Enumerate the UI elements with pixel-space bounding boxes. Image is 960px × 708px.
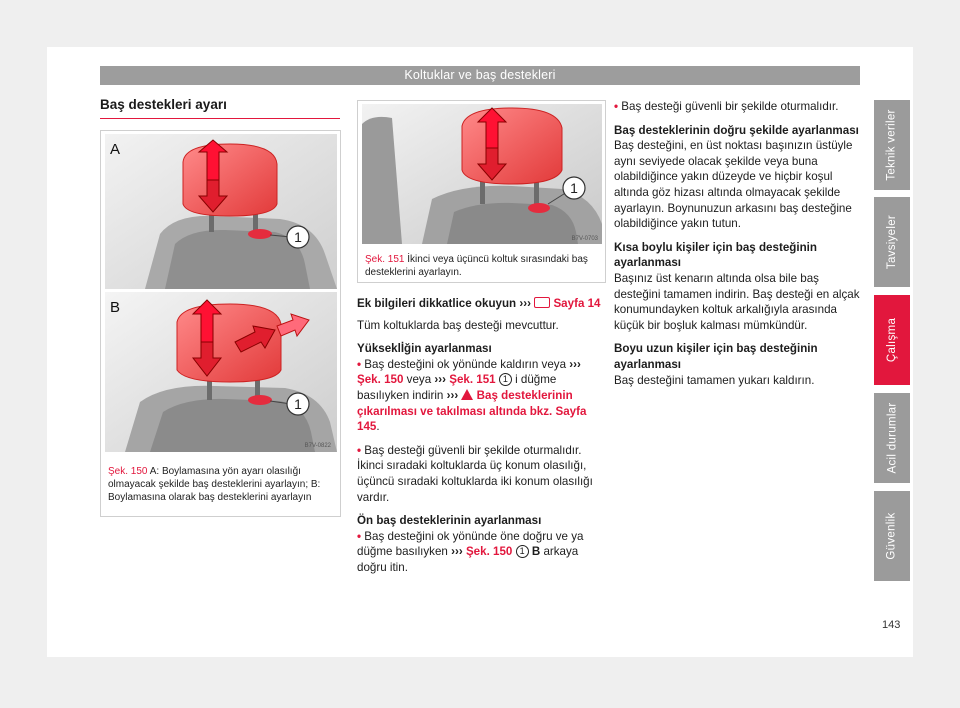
headrest-image-a [105,134,337,289]
ek-heading-text: Ek bilgileri dikkatlice okuyun [357,297,517,310]
tab-teknik-veriler[interactable] [874,100,910,190]
figure-151-caption [365,253,601,279]
page-ref-link[interactable]: Sayfa 14 [553,297,601,310]
bullet-icon: • [357,529,362,543]
callout-1: 1 [570,180,578,196]
callout-number: 1 [516,545,529,558]
paragraph: Başınız üst kenarın altında olsa bile baş desteğini tamamen indirin. Baş desteği en alçak konumundayken koltuk arkalığıyla arasında küçük bir boşluk kalması mümkündür. [614,271,860,332]
caption-ref: Şek. 151 [365,254,405,265]
bullet-item [357,529,607,576]
headrest-image-rear [362,104,602,244]
caption-ref: Şek. 150 [108,466,148,477]
tab-tavsiyeler[interactable] [874,197,910,287]
text: Baş desteği güvenli bir şekilde oturmalıdır. İkinci sıradaki koltuklarda üç konum olasılığı, üçüncü sıradaki koltuklarda iki konum olasılığı vardır. [357,443,593,504]
subheading-tall: Boyu uzun kişiler için baş desteğinin ayarlanması [614,342,818,371]
tab-guvenlik[interactable] [874,491,910,581]
warning-ref-link[interactable]: Baş desteklerinin çıkarılması ve takılması altında bkz. Sayfa 145 [357,388,587,434]
tab-acil-durumlar[interactable] [874,393,910,483]
text: i düğme basılıyken indirin [357,373,557,402]
text: arkaya doğru itin. [357,545,579,574]
text: Baş desteğini ok yönünde kaldırın veya [364,357,567,371]
title-divider [100,118,340,119]
figure-ref-link[interactable]: Şek. 150 [465,545,513,559]
tab-label: Çalışma [886,317,898,363]
figure-151 [357,100,606,283]
label-a: A [110,141,121,158]
callout-1: 1 [294,396,302,412]
bullet-item [614,99,860,115]
bullet-icon: • [357,357,362,371]
tab-label: Teknik veriler [886,109,898,181]
text: veya [406,373,432,387]
section-header: Koltuklar ve baş destekleri [100,66,860,85]
tab-label: Güvenlik [886,512,898,560]
paragraph: Baş desteğini, en üst noktası başınızın üstüyle aynı seviyede olacak şekilde veya buna olabildiğince yakın düzeyde ve hiçbir koşul altında göz hizası altında olmayacak şekilde ayarlayın. Boynunuzun arkasını baş desteğine olabildiğince yakın tutun. [614,139,853,231]
callout-number: 1 [499,373,512,386]
callout-1: 1 [294,229,302,245]
label-b: B [110,299,121,316]
column-3-text [614,99,860,396]
ek-heading [357,296,607,312]
subheading-height: Yükseklİğin ayarlanması [357,342,492,356]
caption-text: A: Boylamasına yön ayarı olasılığı olmayacak şekilde baş desteklerini ayarlayın; B: Boylamasına olarak baş desteklerini ayarlayın [108,466,321,503]
page-number: 143 [882,619,901,631]
tab-label: Tavsiyeler [886,214,899,270]
warning-icon [461,389,473,400]
variant-label: B [531,545,541,559]
paragraph: Tüm koltuklarda baş desteği mevcuttur. [357,318,559,332]
subheading-correct: Baş desteklerinin doğru şekilde ayarlanması [614,123,859,137]
link-arrows: ››› [451,545,463,559]
figure-code: B7V-0703 [571,236,598,242]
figure-150-caption [108,465,336,504]
link-arrows: ››› [434,373,446,387]
figure-ref-link[interactable]: Şek. 150 [357,373,404,387]
text: Baş desteği güvenli bir şekilde oturmalıdır. [621,100,839,113]
book-icon [534,297,550,308]
bullet-item: • Baş desteğini ok yönünde kaldırın veya ››› Şek. 150 veya ››› Şek. 151 1 i düğme basılıyken indirin ››› Baş desteklerinin çıkarılması ve takılması altında bkz. Sayfa 145. [357,357,587,434]
figure-150 [100,130,341,517]
column-2-text [357,296,607,584]
section-title: Baş destekleri ayarı [100,97,227,112]
link-arrows: ››› [519,297,531,310]
bullet-icon: • [614,100,619,113]
figure-code: B7V-0822 [304,443,331,449]
subheading-front: Ön baş desteklerinin ayarlanması [357,514,542,528]
figure-ref-link[interactable]: Şek. 151 [449,373,496,387]
bullet-item [357,443,607,505]
tab-label: Acil durumlar [886,402,899,474]
link-arrows: ››› [446,388,459,402]
link-arrows: ››› [569,357,581,371]
tab-calisma[interactable] [874,295,910,385]
headrest-image-b [105,292,337,452]
subheading-short: Kısa boylu kişiler için baş desteğinin ayarlanması [614,240,817,270]
text: Baş desteğini ok yönünde öne doğru ve ya düğme basılıyken [357,529,584,559]
paragraph: Baş desteğini tamamen yukarı kaldırın. [614,373,815,387]
bullet-icon: • [357,443,362,457]
caption-text: İkinci veya üçüncü koltuk sırasındaki baş desteklerini ayarlayın. [365,254,588,278]
